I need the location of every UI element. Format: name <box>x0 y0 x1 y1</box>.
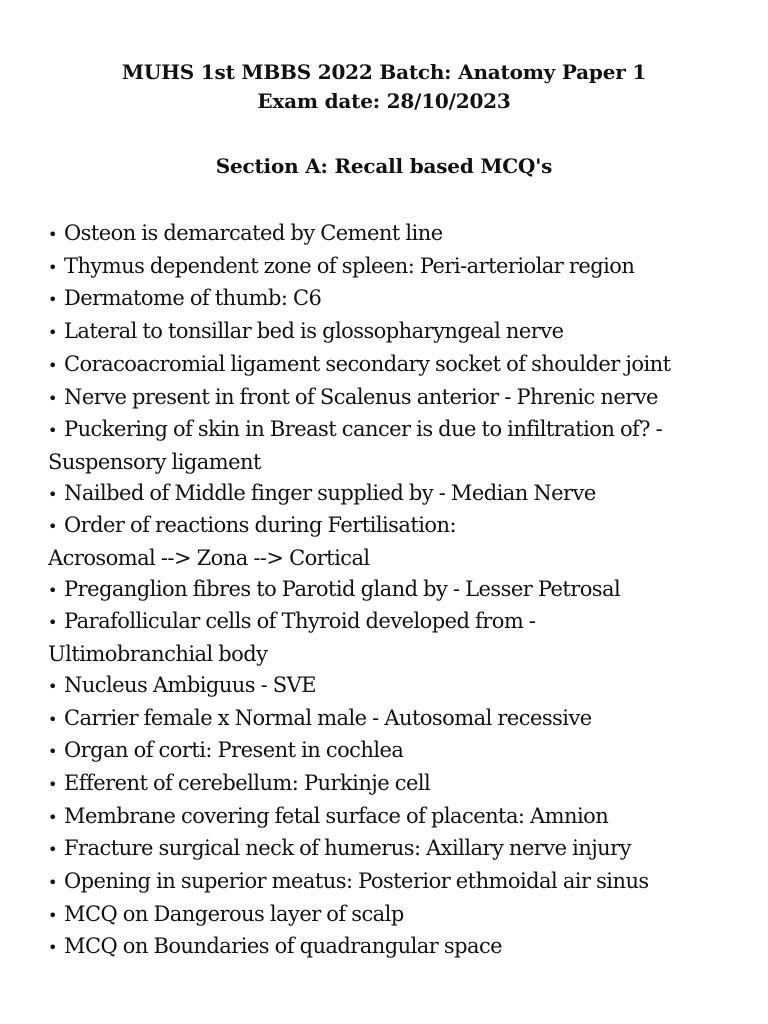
list-item <box>48 218 748 251</box>
list-item-text: Thymus dependent zone of spleen: Peri-arteriolar region <box>64 253 635 278</box>
list-item <box>48 251 748 284</box>
document-title: MUHS 1st MBBS 2022 Batch: Anatomy Paper 1 <box>121 60 647 84</box>
list-item <box>48 703 748 736</box>
list-item <box>48 478 748 511</box>
bullet-icon: • <box>48 355 57 375</box>
list-item <box>48 735 748 768</box>
list-item-text: MCQ on Boundaries of quadrangular space <box>64 934 503 959</box>
list-item <box>48 768 748 801</box>
bullet-icon: • <box>48 388 57 408</box>
list-item-text: Dermatome of thumb: C6 <box>64 286 322 311</box>
bullet-icon: • <box>48 225 57 244</box>
bullet-icon: • <box>48 742 57 762</box>
bullet-icon: • <box>48 774 57 794</box>
bullet-icon: • <box>48 580 57 600</box>
bullet-icon: • <box>48 257 57 277</box>
list-item-text: Opening in superior meatus: Posterior ethmoidal air sinus <box>64 869 649 894</box>
bullet-icon: • <box>48 323 57 343</box>
list-item <box>48 316 748 349</box>
list-item <box>48 833 748 866</box>
list-item-text: Nerve present in front of Scalenus anterior - Phrenic nerve <box>64 384 658 409</box>
list-item <box>48 382 748 415</box>
list-item <box>48 349 748 382</box>
list-item <box>48 931 748 964</box>
list-item <box>48 510 748 573</box>
list-item <box>48 670 748 703</box>
bullet-icon: • <box>48 290 57 310</box>
list-item-text: Nailbed of Middle finger supplied by - Median Nerve <box>64 480 596 505</box>
bullet-icon: • <box>48 905 57 925</box>
list-item <box>48 866 748 899</box>
list-item <box>48 606 748 669</box>
bullet-icon: • <box>48 873 57 893</box>
bullet-icon: • <box>48 484 57 504</box>
list-item <box>48 283 748 316</box>
list-item <box>48 801 748 834</box>
bullet-icon: • <box>48 709 57 729</box>
section-title: Section A: Recall based MCQ's <box>215 154 553 178</box>
list-item <box>48 414 748 477</box>
bullet-icon: • <box>48 613 57 633</box>
bullet-icon: • <box>48 807 57 827</box>
list-item-text: Osteon is demarcated by Cement line <box>64 221 443 245</box>
bullet-icon: • <box>48 517 57 537</box>
bullet-icon: • <box>48 938 57 958</box>
list-item-text: MCQ on Dangerous layer of scalp <box>64 901 404 926</box>
list-item <box>48 574 748 607</box>
list-item-text: Fracture surgical neck of humerus: Axillary nerve injury <box>64 836 631 861</box>
list-item <box>48 899 748 932</box>
list-item-text: Puckering of skin in Breast cancer is due to infiltration of? - Suspensory ligament <box>48 417 663 474</box>
list-item-text: Membrane covering fetal surface of placenta: Amnion <box>64 803 609 828</box>
document-header <box>0 58 768 116</box>
bullet-icon: • <box>48 840 57 860</box>
bullet-icon: • <box>48 676 57 696</box>
mcq-list <box>48 218 748 964</box>
list-item-text: Coracoacromial ligament secondary socket of shoulder joint <box>64 351 671 376</box>
bullet-icon: • <box>48 421 57 441</box>
list-item-text: Efferent of cerebellum: Purkinje cell <box>64 770 431 795</box>
exam-date: Exam date: 28/10/2023 <box>257 89 511 113</box>
list-item-text: Order of reactions during Fertilisation: Acrosomal --> Zona --> Cortical <box>48 513 456 571</box>
list-item-text: Preganglion fibres to Parotid gland by - Lesser Petrosal <box>64 576 621 601</box>
list-item-text: Nucleus Ambiguus - SVE <box>64 672 317 697</box>
list-item-text: Carrier female x Normal male - Autosomal recessive <box>64 705 592 730</box>
list-item-text: Organ of corti: Present in cochlea <box>64 738 404 763</box>
list-item-text: Parafollicular cells of Thyroid developed from - Ultimobranchial body <box>48 609 536 667</box>
list-item-text: Lateral to tonsillar bed is glossopharyngeal nerve <box>64 319 564 344</box>
